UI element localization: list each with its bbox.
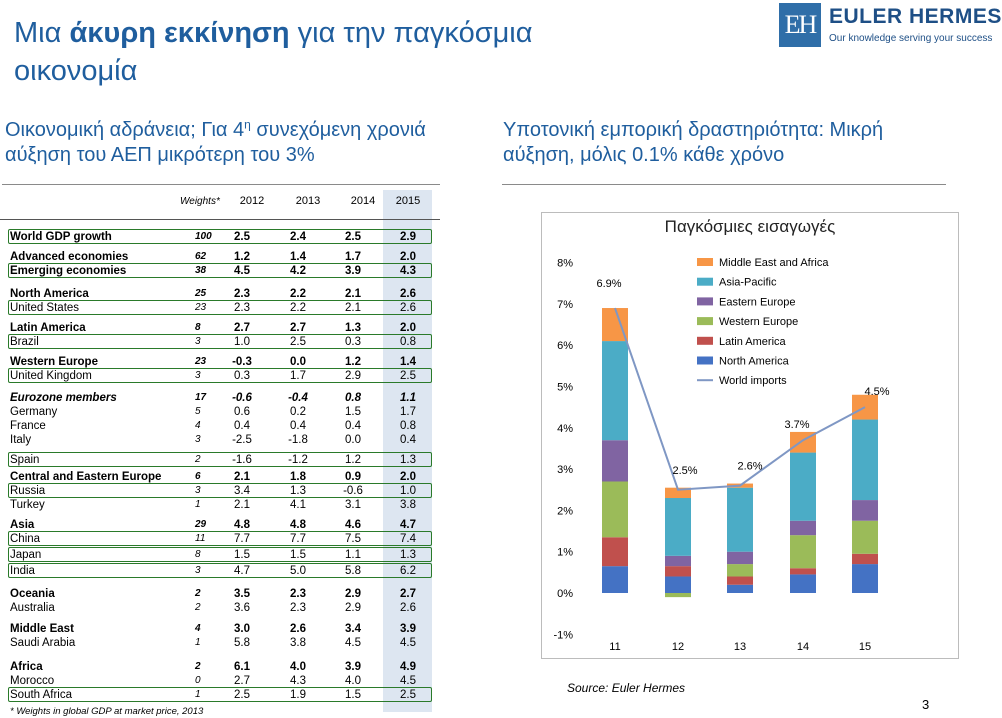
row-value: 7.5: [345, 533, 361, 545]
line-data-label: 4.5%: [864, 386, 890, 399]
row-value: 2.5: [345, 231, 361, 243]
row-value: 2.0: [400, 251, 416, 263]
row-value: 1.1: [345, 549, 361, 561]
row-value: 4.0: [290, 661, 306, 673]
row-weight: 17: [195, 392, 207, 403]
row-value: 2.9: [345, 588, 361, 600]
bar-segment: [852, 564, 878, 593]
bar-segment: [602, 341, 628, 440]
bar-segment: [665, 576, 691, 593]
row-value: 1.3: [400, 549, 416, 561]
row-value: 4.2: [290, 265, 306, 277]
row-value: 0.8: [345, 392, 361, 404]
row-weight: 8: [195, 549, 201, 560]
row-value: 2.6: [400, 602, 416, 614]
row-weight: 2: [195, 661, 201, 672]
row-value: 1.5: [345, 406, 361, 418]
line-data-label: 3.7%: [784, 419, 810, 432]
row-value: 1.5: [290, 549, 306, 561]
year-header: 2012: [239, 195, 265, 207]
legend-label: Middle East and Africa: [719, 257, 829, 269]
legend-swatch: [697, 278, 713, 286]
row-value: 2.1: [345, 288, 361, 300]
row-value: 4.6: [345, 519, 361, 531]
row-value: 3.8: [400, 499, 416, 511]
bar-segment: [790, 521, 816, 535]
bar-segment: [852, 554, 878, 564]
row-value: 2.5: [234, 231, 250, 243]
row-value: 2.5: [234, 689, 250, 701]
row-value: 1.2: [234, 251, 250, 263]
row-value: 1.3: [400, 454, 416, 466]
row-value: 2.9: [345, 602, 361, 614]
row-weight: 23: [195, 302, 207, 313]
bar-segment: [665, 566, 691, 576]
legend-swatch: [697, 317, 713, 325]
y-tick-label: 1%: [557, 546, 573, 559]
year-header: 2014: [350, 195, 376, 207]
row-value: 1.3: [290, 485, 306, 497]
bar-segment: [727, 564, 753, 576]
row-value: 4.7: [400, 519, 416, 531]
row-value: 3.9: [400, 623, 416, 635]
row-value: 0.0: [290, 356, 306, 368]
row-label: Eurozone members: [10, 392, 117, 404]
row-value: 4.1: [290, 499, 306, 511]
row-weight: 4: [195, 420, 201, 431]
bar-segment: [790, 574, 816, 593]
row-weight: 25: [195, 288, 207, 299]
row-label: Middle East: [10, 623, 74, 635]
row-value: 1.0: [234, 336, 250, 348]
y-tick-label: 7%: [557, 298, 573, 311]
row-value: -0.6: [343, 485, 363, 497]
subtitle-left: Οικονομική αδράνεια; Για $4^\eta$ συνεχόμενη χρονιά αύξηση του ΑΕΠ μικρότερη του 3%: [5, 117, 426, 166]
row-value: 3.9: [345, 265, 361, 277]
logo-name: EULER HERMES: [829, 5, 1002, 28]
row-value: -0.3: [232, 356, 252, 368]
row-value: 3.0: [234, 623, 250, 635]
row-value: 1.8: [290, 471, 306, 483]
row-weight: 62: [195, 251, 207, 262]
row-value: 2.5: [400, 689, 416, 701]
row-value: 0.4: [290, 420, 306, 432]
row-value: 2.7: [234, 675, 250, 687]
row-value: 3.4: [345, 623, 361, 635]
row-value: 2.3: [290, 588, 306, 600]
row-value: 7.7: [234, 533, 250, 545]
legend-label: Asia-Pacific: [719, 276, 777, 289]
x-tick-label: 15: [858, 641, 872, 653]
row-label: Australia: [10, 602, 55, 614]
row-weight: 38: [195, 265, 207, 276]
x-tick-label: 14: [796, 641, 810, 653]
page-title: Μια άκυρη εκκίνηση για την παγκόσμια οικονομία: [14, 17, 533, 87]
row-value: 4.3: [290, 675, 306, 687]
legend-swatch: [697, 258, 713, 266]
bar-segment: [790, 535, 816, 568]
row-label: Oceania: [10, 588, 55, 600]
legend-label: Eastern Europe: [719, 296, 796, 309]
row-label: United States: [10, 302, 80, 314]
row-value: 0.8: [400, 420, 416, 432]
row-value: 0.3: [345, 336, 361, 348]
row-value: 3.8: [290, 637, 306, 649]
row-value: 5.0: [290, 565, 306, 577]
row-value: -0.6: [232, 392, 252, 404]
row-value: 0.3: [234, 370, 250, 382]
row-label: Asia: [10, 519, 35, 531]
row-value: 1.4: [290, 251, 306, 263]
bar-segment: [852, 420, 878, 501]
row-weight: 0: [195, 675, 201, 686]
line-data-label: 2.6%: [737, 460, 763, 473]
bar-segment: [852, 521, 878, 554]
row-value: 2.6: [400, 288, 416, 300]
row-weight: 3: [195, 336, 201, 347]
row-value: 0.6: [234, 406, 250, 418]
row-value: 2.3: [290, 602, 306, 614]
x-tick-label: 13: [733, 641, 747, 653]
row-value: -0.4: [288, 392, 308, 404]
row-value: 2.6: [400, 302, 416, 314]
row-value: -1.2: [288, 454, 308, 466]
row-label: Emerging economies: [10, 265, 127, 277]
row-label: India: [10, 565, 35, 577]
legend-swatch: [697, 337, 713, 345]
row-label: United Kingdom: [10, 370, 92, 382]
row-label: Italy: [10, 434, 32, 446]
y-tick-label: 0%: [557, 588, 573, 600]
row-value: 3.5: [234, 588, 250, 600]
row-value: 4.3: [400, 265, 416, 277]
row-label: Spain: [10, 454, 40, 466]
row-weight: 8: [195, 322, 201, 333]
row-value: 4.5: [234, 265, 250, 277]
row-value: 1.5: [345, 689, 361, 701]
row-value: 0.0: [345, 434, 361, 446]
row-value: 3.4: [234, 485, 250, 497]
row-value: 2.1: [234, 499, 250, 511]
row-value: 5.8: [345, 565, 361, 577]
row-value: 1.7: [290, 370, 306, 382]
bar-segment: [602, 566, 628, 593]
row-value: 2.1: [345, 302, 361, 314]
row-value: 4.8: [234, 519, 250, 531]
row-weight: 23: [195, 356, 207, 367]
row-label: North America: [10, 288, 89, 300]
row-value: 1.7: [400, 406, 416, 418]
y-tick-label: 2%: [557, 505, 573, 518]
row-weight: 1: [195, 499, 201, 510]
row-label: Morocco: [10, 675, 55, 687]
row-label: Brazil: [10, 336, 39, 348]
row-weight: 29: [195, 519, 207, 530]
eh-logo-mark: EH: [779, 3, 821, 47]
row-value: 7.4: [400, 533, 416, 545]
row-label: Advanced economies: [10, 251, 129, 263]
row-weight: 11: [195, 533, 206, 544]
row-label: Japan: [10, 549, 42, 561]
row-weight: 3: [195, 434, 201, 445]
bar-segment: [602, 537, 628, 566]
logo-tagline: Our knowledge serving your success: [829, 33, 993, 44]
bar-segment: [852, 500, 878, 521]
row-value: 6.2: [400, 565, 416, 577]
row-value: 7.7: [290, 533, 306, 545]
subtitle-right: Υποτονική εμπορική δραστηριότητα: Μικρή αύξηση, μόλις 0.1% κάθε χρόνο: [503, 119, 884, 166]
row-weight: 3: [195, 370, 201, 381]
row-value: 2.4: [290, 231, 306, 243]
row-value: 2.5: [290, 336, 306, 348]
row-label: Russia: [10, 485, 46, 497]
bar-segment: [727, 488, 753, 552]
chart-title: Παγκόσμιες εισαγωγές: [664, 217, 836, 236]
row-value: 4.8: [290, 519, 306, 531]
row-weight: 3: [195, 485, 201, 496]
row-weight: 6: [195, 471, 201, 482]
bar-segment: [790, 568, 816, 574]
legend-swatch: [697, 297, 713, 305]
legend-label: World imports: [719, 375, 787, 388]
row-weight: 1: [195, 637, 201, 648]
year-header: 2013: [295, 195, 321, 207]
bar-segment: [665, 593, 691, 597]
legend-swatch: [697, 357, 713, 365]
row-value: 1.4: [400, 356, 416, 368]
y-tick-label: 6%: [557, 340, 573, 353]
x-tick-label: 12: [671, 641, 685, 653]
row-label: Saudi Arabia: [10, 637, 76, 649]
page-number: 3: [922, 697, 930, 712]
row-value: 2.7: [234, 322, 250, 334]
row-value: 2.9: [345, 370, 361, 382]
bar-segment: [727, 552, 753, 564]
row-label: South Africa: [10, 689, 73, 701]
row-label: Western Europe: [10, 356, 98, 368]
row-value: 0.8: [400, 336, 416, 348]
bar-segment: [665, 498, 691, 556]
row-value: -1.8: [288, 434, 308, 446]
row-value: 3.9: [345, 661, 361, 673]
y-tick-label: 5%: [557, 381, 573, 394]
row-weight: 3: [195, 565, 201, 576]
bar-segment: [602, 440, 628, 481]
row-weight: 100: [195, 231, 212, 242]
row-value: 5.8: [234, 637, 250, 649]
y-tick-label: 4%: [557, 422, 573, 435]
legend-label: Latin America: [719, 335, 786, 348]
bar-segment: [727, 576, 753, 584]
row-value: 2.7: [400, 588, 416, 600]
x-tick-label: 11: [609, 641, 621, 653]
row-label: France: [10, 420, 46, 432]
row-value: 3.6: [234, 602, 250, 614]
bar-segment: [665, 556, 691, 566]
row-value: 0.4: [345, 420, 361, 432]
row-weight: 5: [195, 406, 201, 417]
row-value: 2.5: [400, 370, 416, 382]
row-value: 0.4: [234, 420, 250, 432]
row-value: 2.3: [234, 302, 250, 314]
row-weight: 1: [195, 689, 201, 700]
line-data-label: 6.9%: [596, 278, 622, 291]
row-value: 2.6: [290, 623, 306, 635]
row-value: 6.1: [234, 661, 250, 673]
row-label: Africa: [10, 661, 43, 673]
row-label: China: [10, 533, 41, 545]
row-weight: 4: [195, 623, 201, 634]
row-value: 2.0: [400, 322, 416, 334]
legend-label: Western Europe: [719, 316, 799, 329]
row-value: 1.2: [345, 356, 361, 368]
chart-source: Source: Euler Hermes: [567, 681, 686, 695]
y-tick-label: 3%: [557, 464, 573, 477]
y-tick-label: 8%: [557, 257, 573, 270]
bar-segment: [790, 453, 816, 521]
row-value: 4.5: [400, 675, 416, 687]
row-value: 4.5: [400, 637, 416, 649]
row-value: 4.5: [345, 637, 361, 649]
row-weight: 2: [195, 588, 201, 599]
row-value: 1.9: [290, 689, 306, 701]
row-value: 2.2: [290, 288, 306, 300]
bar-segment: [727, 585, 753, 593]
row-label: Germany: [10, 406, 58, 418]
row-label: Latin America: [10, 322, 86, 334]
row-value: 0.2: [290, 406, 306, 418]
row-value: 1.2: [345, 454, 361, 466]
y-tick-label: -1%: [553, 629, 573, 642]
row-value: 2.0: [400, 471, 416, 483]
row-value: 2.7: [290, 322, 306, 334]
weights-header: Weights*: [180, 196, 220, 207]
row-value: -2.5: [232, 434, 252, 446]
row-value: 1.0: [400, 485, 416, 497]
row-value: 2.1: [234, 471, 250, 483]
row-value: 0.9: [345, 471, 361, 483]
row-value: 4.7: [234, 565, 250, 577]
row-value: 2.3: [234, 288, 250, 300]
row-value: 4.9: [400, 661, 416, 673]
row-value: 2.9: [400, 231, 416, 243]
row-value: 1.5: [234, 549, 250, 561]
row-value: -1.6: [232, 454, 252, 466]
row-label: World GDP growth: [10, 231, 112, 243]
row-value: 3.1: [345, 499, 361, 511]
row-value: 1.1: [400, 392, 416, 404]
row-label: Central and Eastern Europe: [10, 471, 162, 483]
row-weight: 2: [195, 602, 201, 613]
legend-label: North America: [719, 355, 789, 368]
row-weight: 2: [195, 454, 201, 465]
table-footnote: * Weights in global GDP at market price, 2013: [10, 706, 204, 717]
row-value: 1.3: [345, 322, 361, 334]
line-data-label: 2.5%: [672, 464, 698, 477]
row-value: 4.0: [345, 675, 361, 687]
bar-segment: [602, 481, 628, 537]
year-header: 2015: [395, 195, 421, 207]
row-value: 2.2: [290, 302, 306, 314]
row-value: 0.4: [400, 434, 416, 446]
row-value: 1.7: [345, 251, 361, 263]
row-label: Turkey: [10, 499, 45, 511]
